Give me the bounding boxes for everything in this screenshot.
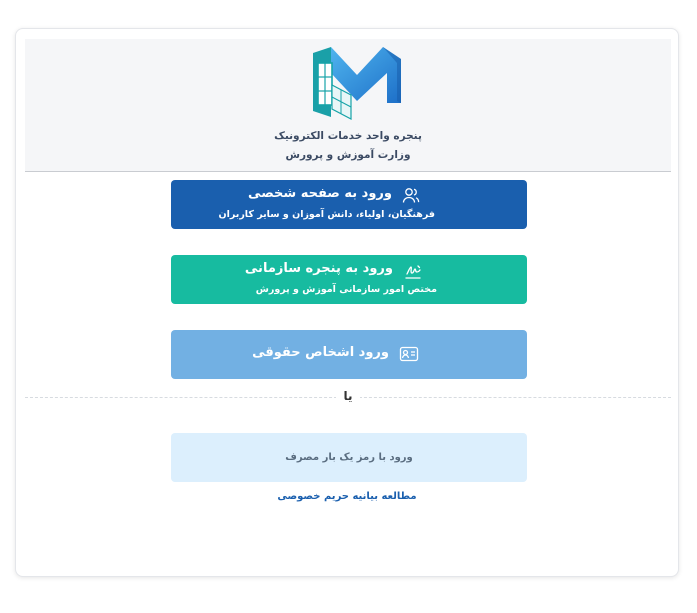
legal-entity-login-button[interactable] bbox=[171, 330, 527, 379]
id-card-icon bbox=[399, 344, 419, 364]
legal-entity-login-title: ورود اشخاص حقوقی bbox=[252, 345, 389, 360]
portal-title: پنجره واحد خدمات الکترونیک bbox=[274, 130, 422, 142]
organization-login-button[interactable] bbox=[171, 255, 527, 304]
personal-login-title: ورود به صفحه شخصی bbox=[248, 186, 392, 201]
users-icon bbox=[401, 186, 421, 206]
otp-login-button[interactable]: ورود با رمز یک بار مصرف bbox=[171, 433, 527, 482]
organization-login-title: ورود به پنجره سازمانی bbox=[244, 261, 393, 276]
ministry-title: وزارت آموزش و پرورش bbox=[285, 149, 411, 161]
personal-login-button[interactable] bbox=[171, 180, 527, 229]
or-label: یا bbox=[336, 389, 360, 403]
header-panel bbox=[25, 39, 671, 172]
organization-login-subtitle: مختص امور سازمانی آموزش و پرورش bbox=[255, 284, 437, 295]
privacy-statement-link[interactable]: مطالعه بیانیه حریم خصوصی bbox=[277, 491, 417, 502]
logo-icon bbox=[311, 45, 401, 125]
personal-login-subtitle: فرهنگیان، اولیاء، دانش آموزان و سایر کاربران bbox=[218, 209, 435, 220]
login-card bbox=[15, 28, 679, 577]
signature-icon bbox=[403, 262, 423, 282]
